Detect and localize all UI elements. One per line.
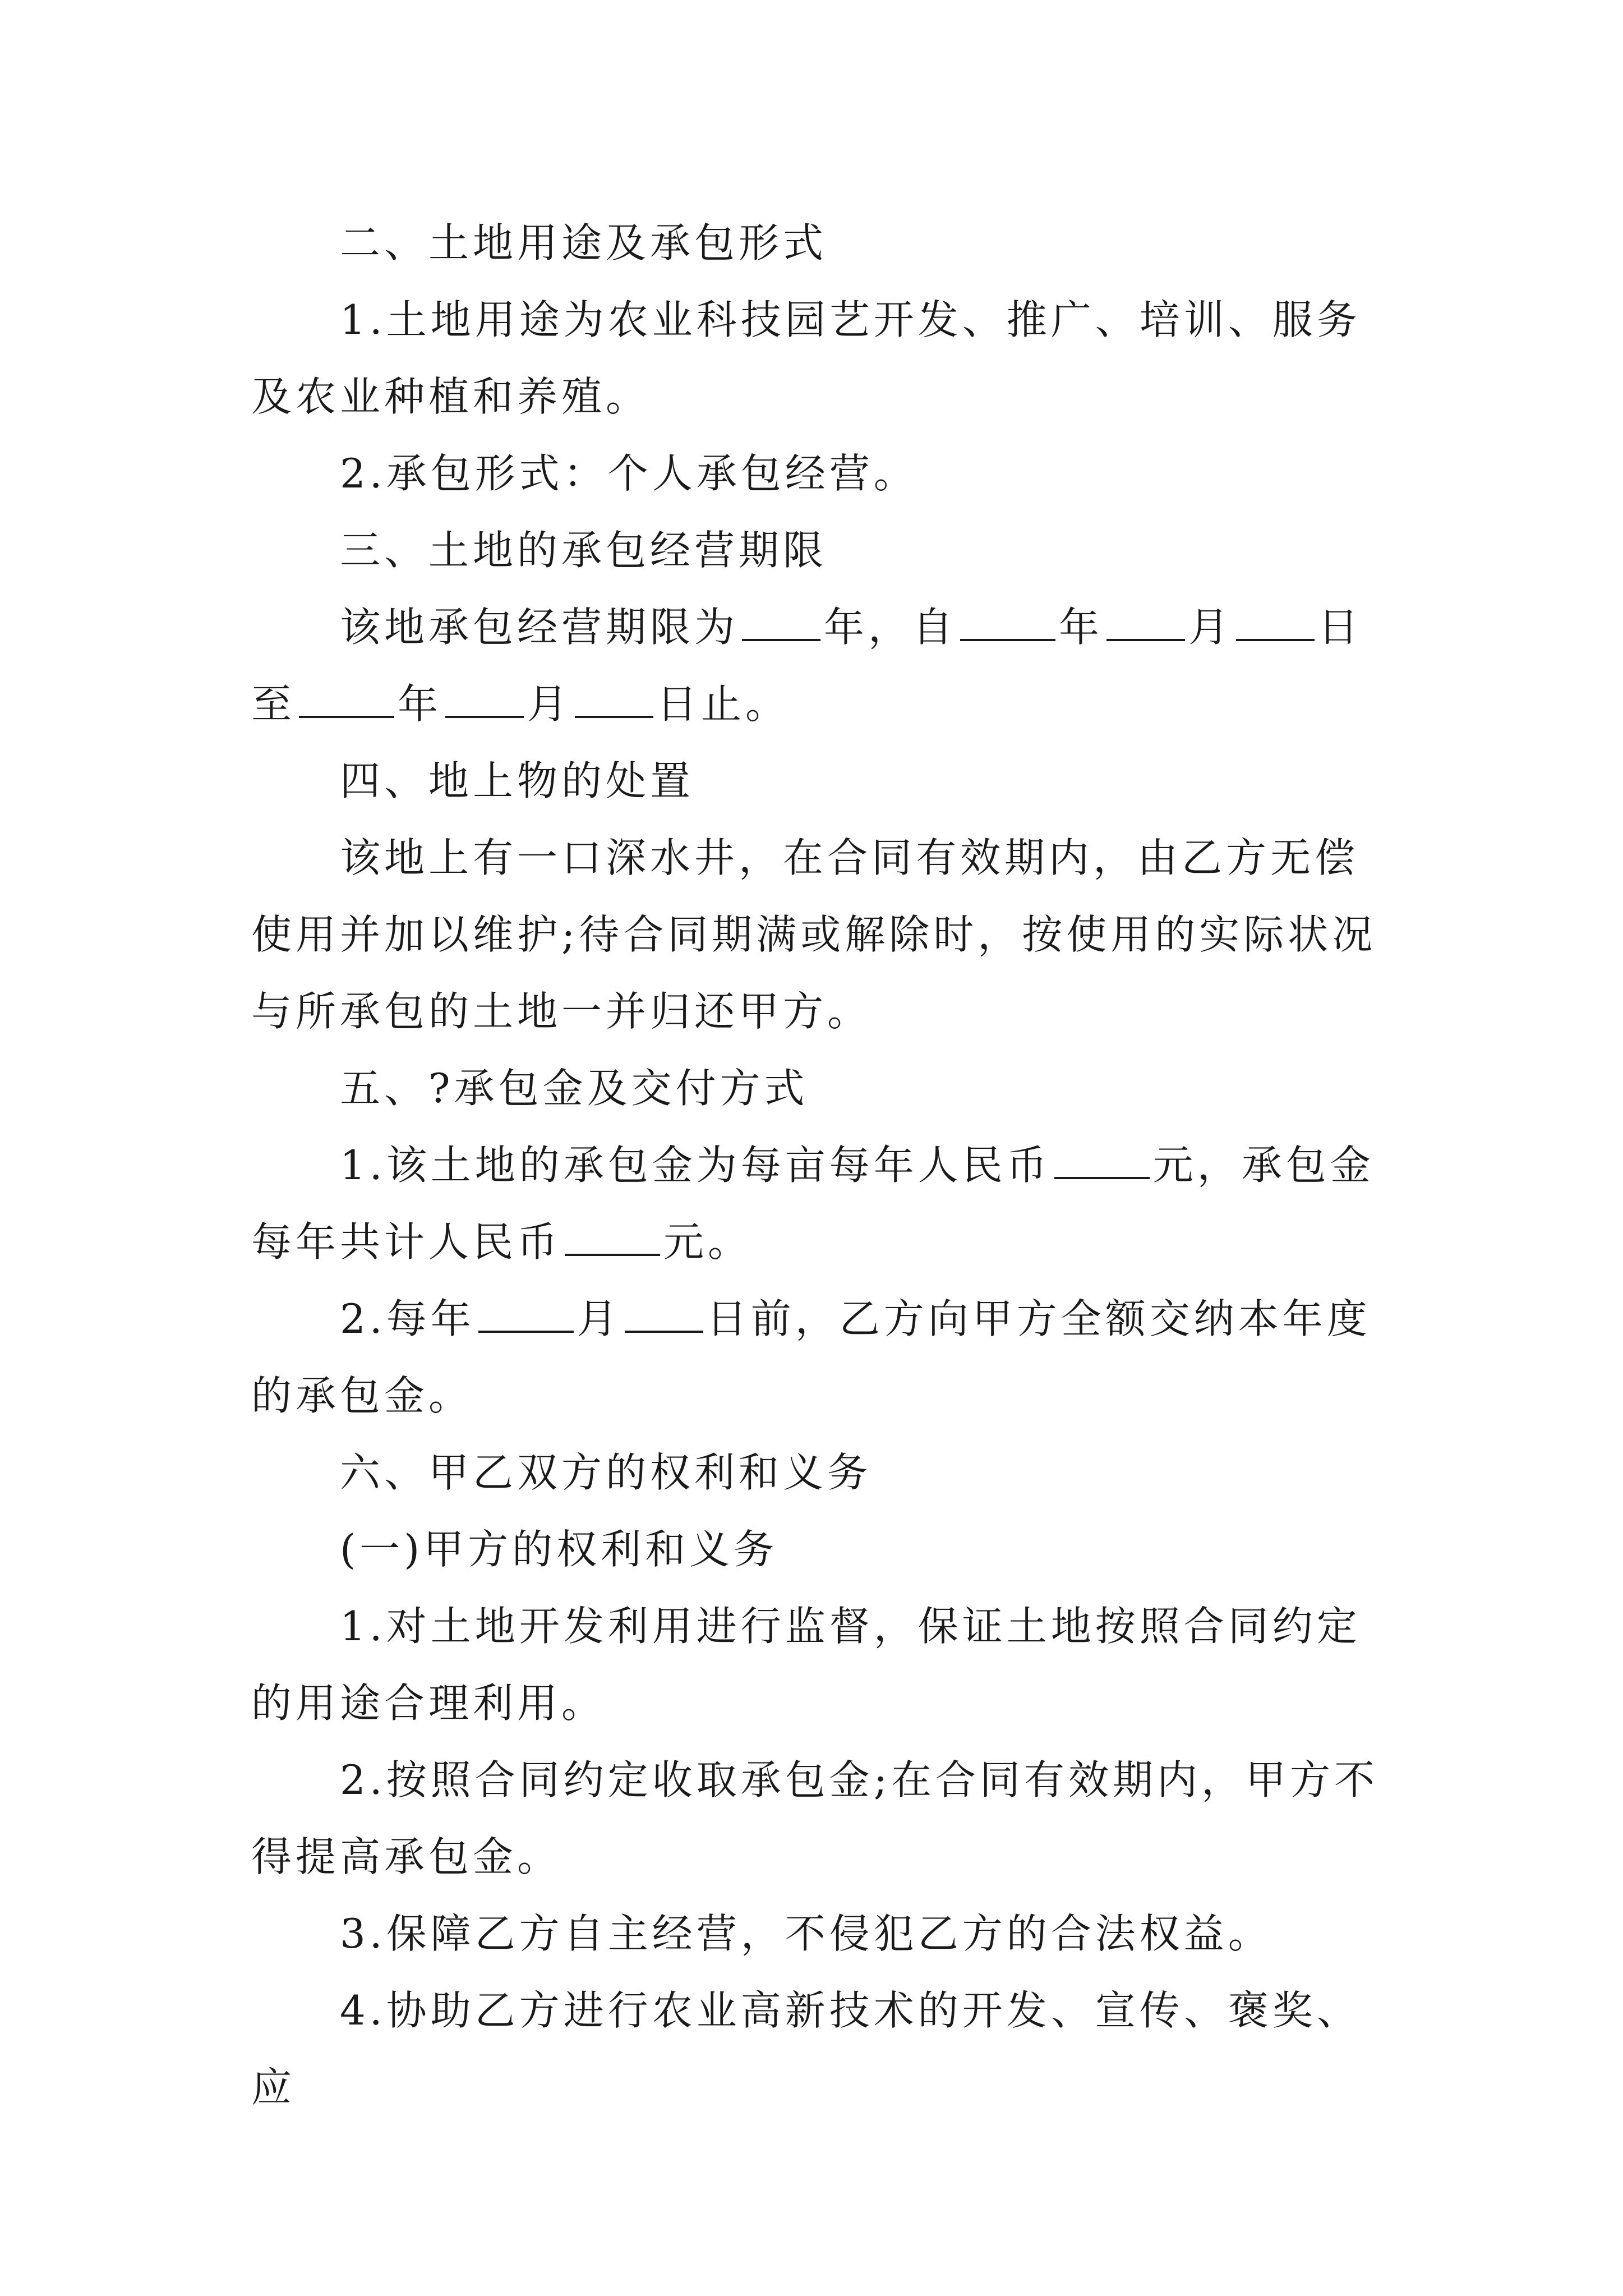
blank-end-month (445, 681, 524, 718)
text-segment: 元。 (663, 1218, 753, 1266)
section-heading-rights-obligations: 六、甲乙双方的权利和义务 (340, 1449, 872, 1496)
blank-term-years (742, 604, 820, 641)
blank-end-year (299, 681, 394, 718)
text-segment: 日至 (251, 604, 1363, 728)
clause-party-a-4: 4.协助乙方进行农业高新技术的开发、宣传、褒奖、应 (251, 1987, 1361, 2111)
subsection-heading-party-a: (一)甲方的权利和义务 (340, 1526, 778, 1573)
clause-contract-term (251, 589, 1390, 743)
text-segment: 月 (577, 1295, 621, 1342)
clause-party-a-2: 2.按照合同约定收取承包金;在合同有效期内，甲方不得提高承包金。 (251, 1756, 1378, 1880)
blank-start-day (1236, 604, 1315, 641)
clause-party-a-1: 1.对土地开发利用进行监督，保证土地按照合同约定的用途合理利用。 (251, 1603, 1361, 1727)
text-segment: 该地承包经营期限为 (340, 604, 739, 651)
text-segment: 元，承包金每年共计人民币 (251, 1142, 1375, 1266)
blank-start-month (1106, 604, 1185, 641)
clause-payment-amount (251, 1127, 1390, 1281)
text-segment: 日前，乙方向甲方全额交纳本年度的承包金。 (251, 1295, 1371, 1419)
clause-party-a-3: 3.保障乙方自主经营，不侵犯乙方的合法权益。 (340, 1910, 1272, 1957)
section-heading-payment: 五、?承包金及交付方式 (340, 1065, 809, 1112)
section-heading-contract-term: 三、土地的承包经营期限 (340, 527, 828, 574)
clause-water-well: 该地上有一口深水井，在合同有效期内，由乙方无偿使用并加以维护;待合同期满或解除时，按使用的实际状况与所承包的土地一并归还甲方。 (251, 834, 1377, 1035)
clause-land-use-purpose: 1.土地用途为农业科技园艺开发、推广、培训、服务及农业种植和养殖。 (251, 296, 1361, 420)
section-heading-land-use: 二、土地用途及承包形式 (340, 219, 828, 266)
blank-end-day (575, 681, 653, 718)
text-segment: 月 (527, 680, 572, 728)
document-body (251, 205, 1390, 2126)
text-segment: 日止。 (657, 680, 790, 728)
text-segment: 2.每年 (340, 1295, 475, 1342)
text-segment: 年 (1059, 604, 1104, 651)
section-heading-ground-objects: 四、地上物的处置 (340, 757, 695, 804)
blank-payment-month (478, 1296, 574, 1333)
blank-payment-day (625, 1296, 703, 1333)
blank-fee-total (565, 1219, 660, 1256)
blank-start-year (960, 604, 1055, 641)
text-segment: 月 (1188, 604, 1233, 651)
text-segment: 年，自 (824, 604, 957, 651)
clause-contract-form: 2.承包形式：个人承包经营。 (340, 450, 918, 497)
text-segment: 1.该土地的承包金为每亩每年人民币 (340, 1142, 1051, 1189)
blank-fee-per-mu (1054, 1142, 1150, 1179)
clause-payment-date (251, 1281, 1390, 1434)
text-segment: 年 (398, 680, 442, 728)
